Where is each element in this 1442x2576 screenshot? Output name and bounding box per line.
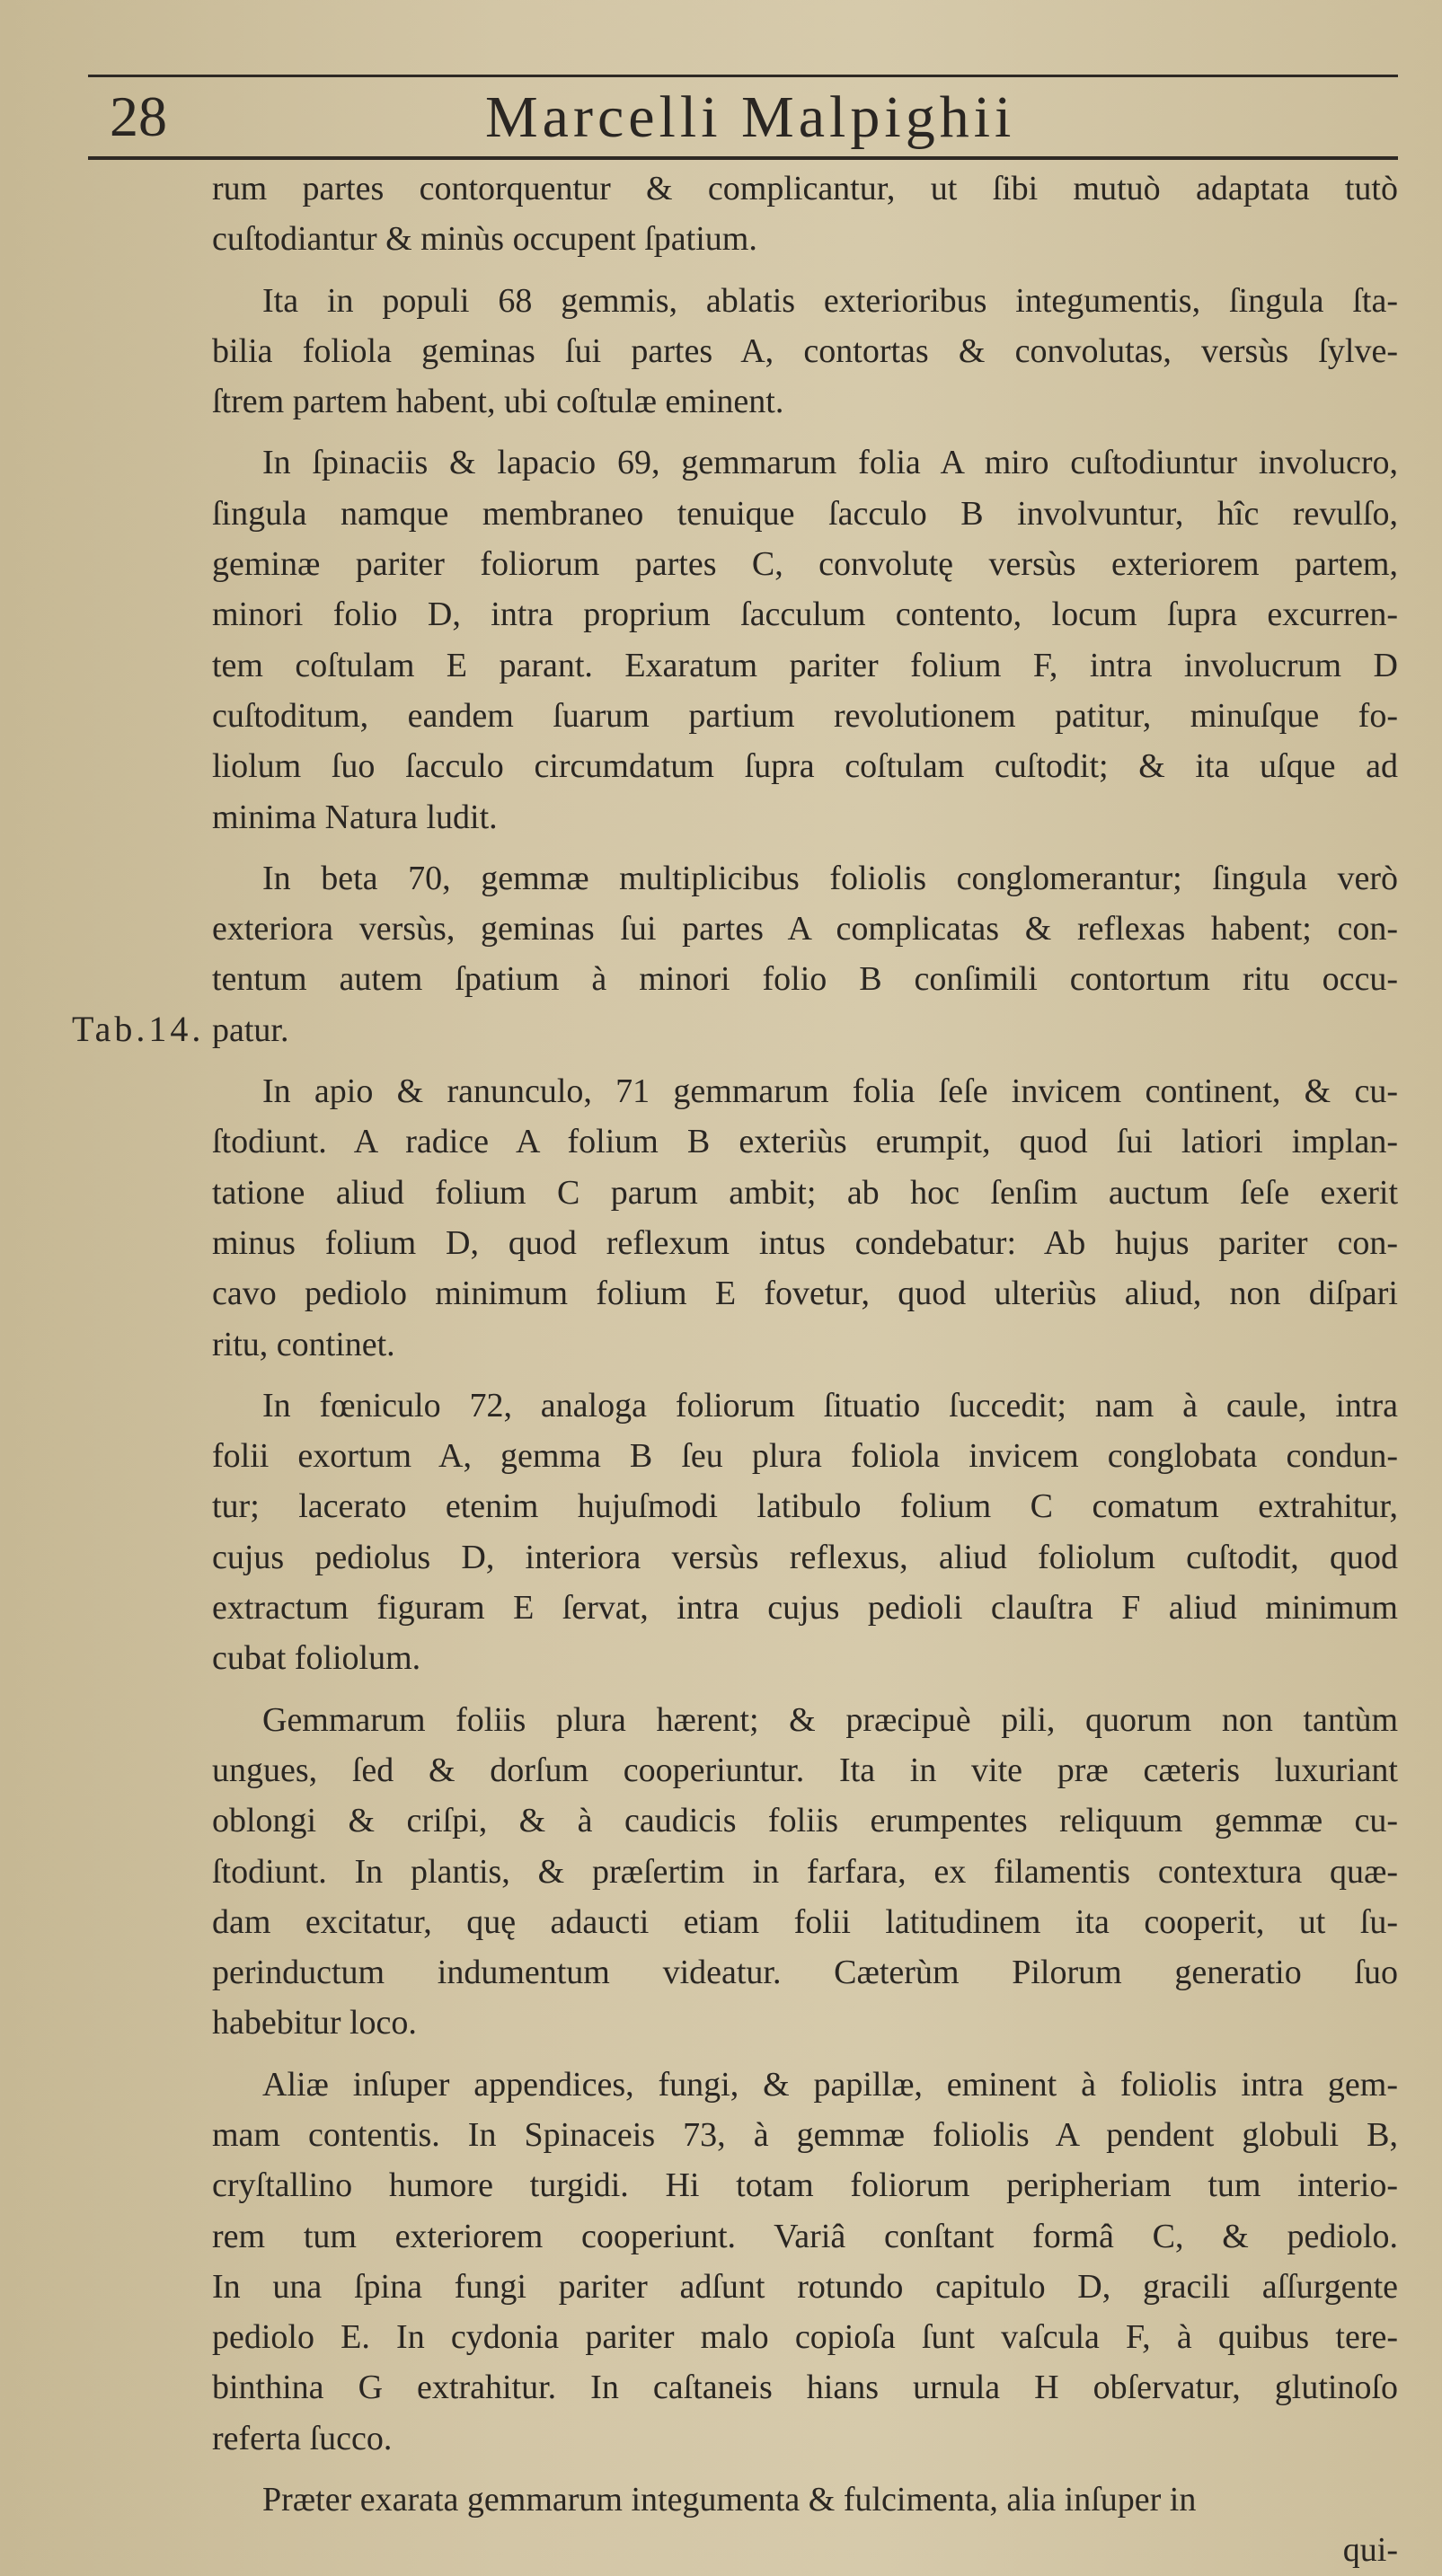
text-line: cuſtodiantur & minùs occupent ſpatium. (212, 220, 757, 259)
text-line: In ſpinaciis & lapacio 69, gemmarum folia A miro cuſtodiuntur involucro, (262, 444, 1398, 482)
text-line: geminæ pariter foliorum partes C, convolutę versùs exteriorem partem, (212, 545, 1398, 584)
text-line: ſtrem partem habent, ubi coſtulæ eminent. (212, 383, 784, 421)
text-line: cryſtallino humore turgidi. Hi totam foliorum peripheriam tum interio- (212, 2166, 1398, 2205)
catchword: qui- (1342, 2531, 1398, 2570)
text-line: ritu, continet. (212, 1325, 395, 1363)
margin-note-tab-14: Tab.14. (72, 1009, 205, 1049)
text-line: tentum autem ſpatium à minori folio B conſimili contortum ritu occu- (212, 960, 1398, 999)
text-line: extractum figuram E ſervat, intra cujus pedioli clauſtra F aliud minimum (212, 1589, 1398, 1628)
running-head (485, 86, 1015, 153)
text-line: ſtodiunt. A radice A folium B exteriùs erumpit, quod ſui latiori implan- (212, 1123, 1398, 1161)
text-line: Præter exarata gemmarum integumenta & fulcimenta, alia inſuper in (262, 2481, 1197, 2519)
text-line: folii exortum A, gemma B ſeu plura foliola invicem conglobata condun- (212, 1437, 1398, 1476)
text-line: perinductum indumentum videatur. Cæterùm Pilorum generatio ſuo (212, 1954, 1398, 1992)
text-line: rem tum exteriorem cooperiunt. Variâ conſtant formâ C, & pediolo. (212, 2217, 1398, 2255)
running-head-text: Marcelli Malpighii (485, 84, 1016, 150)
text-line: minori folio D, intra proprium ſacculum contento, locum ſupra excurren- (212, 595, 1398, 634)
text-line: Gemmarum foliis plura hærent; & præcipuè pili, quorum non tantùm (262, 1700, 1398, 1739)
text-line: minus folium D, quod reflexum intus condebatur: Ab hujus pariter con- (212, 1223, 1398, 1262)
text-line: In apio & ranunculo, 71 gemmarum folia ſeſe invicem continent, & cu- (262, 1072, 1398, 1111)
text-line: Ita in populi 68 gemmis, ablatis exterioribus integumentis, ſingula ſta- (262, 281, 1398, 320)
text-line: tatione aliud folium C parum ambit; ab hoc ſenſim auctum ſeſe exerit (212, 1173, 1398, 1212)
text-line: dam excitatur, quę adaucti etiam folii latitudinem ita cooperit, ut ſu- (212, 1902, 1398, 1941)
text-line: minima Natura ludit. (212, 798, 498, 836)
text-line: tur; lacerato etenim hujuſmodi latibulo folium C comatum extrahitur, (212, 1487, 1398, 1526)
text-line: cubat foliolum. (212, 1639, 421, 1678)
text-line: pediolo E. In cydonia pariter malo copioſa ſunt vaſcula F, à quibus tere- (212, 2318, 1398, 2357)
text-line: cuſtoditum, eandem ſuarum partium revolutionem patitur, minuſque fo- (212, 696, 1398, 735)
text-line: oblongi & criſpi, & à caudicis foliis erumpentes reliquum gemmæ cu- (212, 1802, 1398, 1840)
text-line: cujus pediolus D, interiora versùs reflexus, aliud foliolum cuſtodit, quod (212, 1538, 1398, 1576)
text-line: In una ſpina fungi pariter adſunt rotundo capitulo D, gracili aſſurgente (212, 2267, 1398, 2306)
text-line: habebitur loco. (212, 2004, 417, 2042)
text-line: referta ſucco. (212, 2419, 393, 2457)
text-line: cavo pediolo minimum folium E fovetur, quod ulteriùs aliud, non diſpari (212, 1275, 1398, 1313)
header-rule-bottom (88, 156, 1398, 160)
text-line: ungues, ſed & dorſum cooperiuntur. Ita in vite præ cæteris luxuriant (212, 1751, 1398, 1789)
body-text (212, 163, 1398, 2576)
text-line: In fœniculo 72, analoga foliorum ſituatio ſuccedit; nam à caule, intra (262, 1386, 1398, 1425)
text-line: binthina G extrahitur. In caſtaneis hians urnula H obſervatur, glutinoſo (212, 2369, 1398, 2407)
text-line: bilia foliola geminas ſui partes A, contortas & convolutas, versùs ſylve- (212, 331, 1398, 370)
header-rule-top (88, 75, 1398, 77)
text-line: rum partes contorquentur & complicantur, ut ſibi mutuò adaptata tutò (212, 170, 1398, 207)
text-line: tem coſtulam E parant. Exaratum pariter folium F, intra involucrum D (212, 646, 1398, 684)
page-number: 28 (110, 84, 167, 148)
text-line: exteriora versùs, geminas ſui partes A complicatas & reflexas habent; con- (212, 910, 1398, 948)
text-line: patur. (212, 1010, 289, 1049)
text-line: ſtodiunt. In plantis, & præſertim in farfara, ex filamentis contextura quæ- (212, 1852, 1398, 1891)
text-line: In beta 70, gemmæ multiplicibus foliolis conglomerantur; ſingula verò (262, 859, 1398, 897)
text-line: liolum ſuo ſacculo circumdatum ſupra coſtulam cuſtodit; & ita uſque ad (212, 747, 1398, 786)
text-line: ſingula namque membraneo tenuique ſacculo B involvuntur, hîc revulſo, (212, 494, 1398, 533)
text-line: mam contentis. In Spinaceis 73, à gemmæ foliolis A pendent globuli B, (212, 2115, 1398, 2154)
text-line: Aliæ inſuper appendices, fungi, & papillæ, eminent à foliolis intra gem- (262, 2065, 1398, 2104)
